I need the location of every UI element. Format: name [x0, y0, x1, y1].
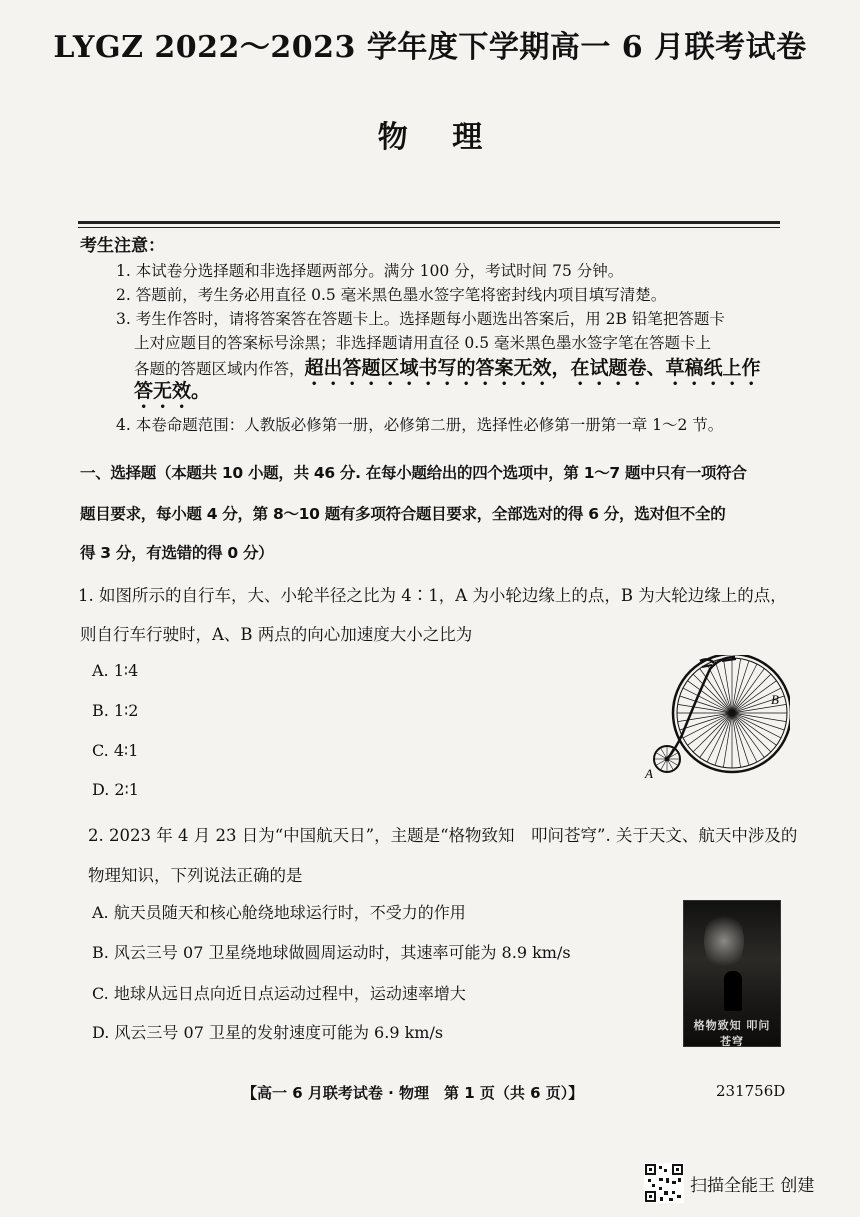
section1-line-2: 题目要求，每小题 4 分，第 8～10 题有多项符合题目要求，全部选对的得 6 分，选对但不全的 [80, 505, 726, 523]
scanner-watermark: 扫描全能王 创建 [690, 1176, 815, 1196]
q1-line-1: 1. 如图所示的自行车，大、小轮半径之比为 4∶1，A 为小轮边缘上的点，B 为大轮边缘上的点， [78, 586, 787, 605]
wheel-spoke [693, 713, 732, 752]
poster-figure [724, 971, 742, 1011]
wheel-spoke [688, 713, 732, 745]
wheel-spoke [732, 713, 784, 730]
notice-item-3-cont: 上对应题目的答案标号涂黑；非选择题请用直径 0.5 毫米黑色墨水签字笔在答题卡上 [134, 334, 712, 352]
q2-option-d: D. 风云三号 07 卫星的发射速度可能为 6.9 km/s [92, 1023, 444, 1042]
notice-heading: 考生注意： [80, 236, 165, 256]
wheel-spoke [715, 713, 732, 765]
notice-item-3-text: 各题的答题区域内作答， [134, 360, 305, 378]
page-footer: 【高一 6 月联考试卷 · 物理 第 1 页（共 6 页）】 [242, 1084, 584, 1102]
poster-caption: 格物致知 叩问苍穹 [693, 1019, 771, 1047]
q2-line-1: 2. 2023 年 4 月 23 日为“中国航天日”，主题是“格物致知 叩问苍穹”. 关于天文、航天中涉及的 [88, 826, 798, 845]
notice-emphasis-1: 超出答题区域书写的答案无效，在试题卷、草稿纸上作 [304, 357, 761, 379]
wheel-spoke [732, 681, 776, 713]
poster-glow [704, 911, 744, 971]
q1-line-2: 则自行车行驶时，A、B 两点的向心加速度大小之比为 [80, 625, 473, 644]
wheel-spoke [715, 661, 732, 713]
q1-option-a: A. 1∶4 [92, 661, 139, 680]
section1-line-3: 得 3 分，有选错的得 0 分） [80, 544, 274, 562]
q1-option-c: C. 4∶1 [92, 741, 139, 760]
section1-line-1: 一、选择题（本题共 10 小题，共 46 分. 在每小题给出的四个选项中，第 1～7 题中只有一项符合 [80, 464, 747, 482]
q1-option-d: D. 2∶1 [92, 780, 139, 799]
header-rule-thick [78, 221, 780, 224]
wheel-spoke [700, 713, 732, 757]
q2-option-c: C. 地球从远日点向近日点运动过程中，运动速率增大 [92, 984, 466, 1003]
notice-item-4: 4. 本卷命题范围：人教版必修第一册，必修第二册，选择性必修第一册第一章 1～2 节。 [116, 416, 724, 434]
wheel-spoke [732, 713, 749, 765]
wheel-spoke [680, 696, 732, 713]
wheel-spoke [732, 661, 749, 713]
notice-item-1: 1. 本试卷分选择题和非选择题两部分。满分 100 分，考试时间 75 分钟。 [116, 262, 624, 280]
notice-item-3: 3. 考生作答时，请将答案答在答题卡上。选择题每小题选出答案后，用 2B 铅笔把答题卡 [116, 310, 725, 328]
label-a: A [645, 766, 653, 781]
label-b: B [771, 692, 779, 707]
q1-option-b: B. 1∶2 [92, 701, 139, 720]
notice-emphasis-line [134, 380, 210, 413]
notice-item-2: 2. 答题前，考生务必用直径 0.5 毫米黑色墨水签字笔将密封线内项目填写清楚。 [116, 286, 667, 304]
wheel-spoke [732, 669, 764, 713]
exam-code: 231756D [716, 1082, 786, 1100]
q2-option-a: A. 航天员随天和核心舱绕地球运行时，不受力的作用 [92, 903, 466, 922]
wheel-spoke [700, 669, 732, 713]
space-day-poster [683, 900, 781, 1047]
q2-option-b: B. 风云三号 07 卫星绕地球做圆周运动时，其速率可能为 8.9 km/s [92, 943, 571, 962]
wheel-spoke [732, 674, 771, 713]
header-rule-thin [78, 227, 780, 228]
penny-farthing-figure [640, 655, 790, 785]
wheel-spoke [732, 713, 771, 752]
subject-title: 物 理 [377, 120, 483, 155]
qr-code-icon [644, 1163, 684, 1203]
q2-line-2: 物理知识，下列说法正确的是 [88, 866, 303, 885]
notice-emphasis-2: 答无效。 [134, 380, 211, 402]
exam-title: LYGZ 2022～2023 学年度下学期高一 6 月联考试卷 [53, 30, 807, 65]
wheel-spoke [732, 713, 776, 745]
wheel-spoke [732, 713, 764, 757]
notice-item-3-cont2 [134, 357, 761, 390]
